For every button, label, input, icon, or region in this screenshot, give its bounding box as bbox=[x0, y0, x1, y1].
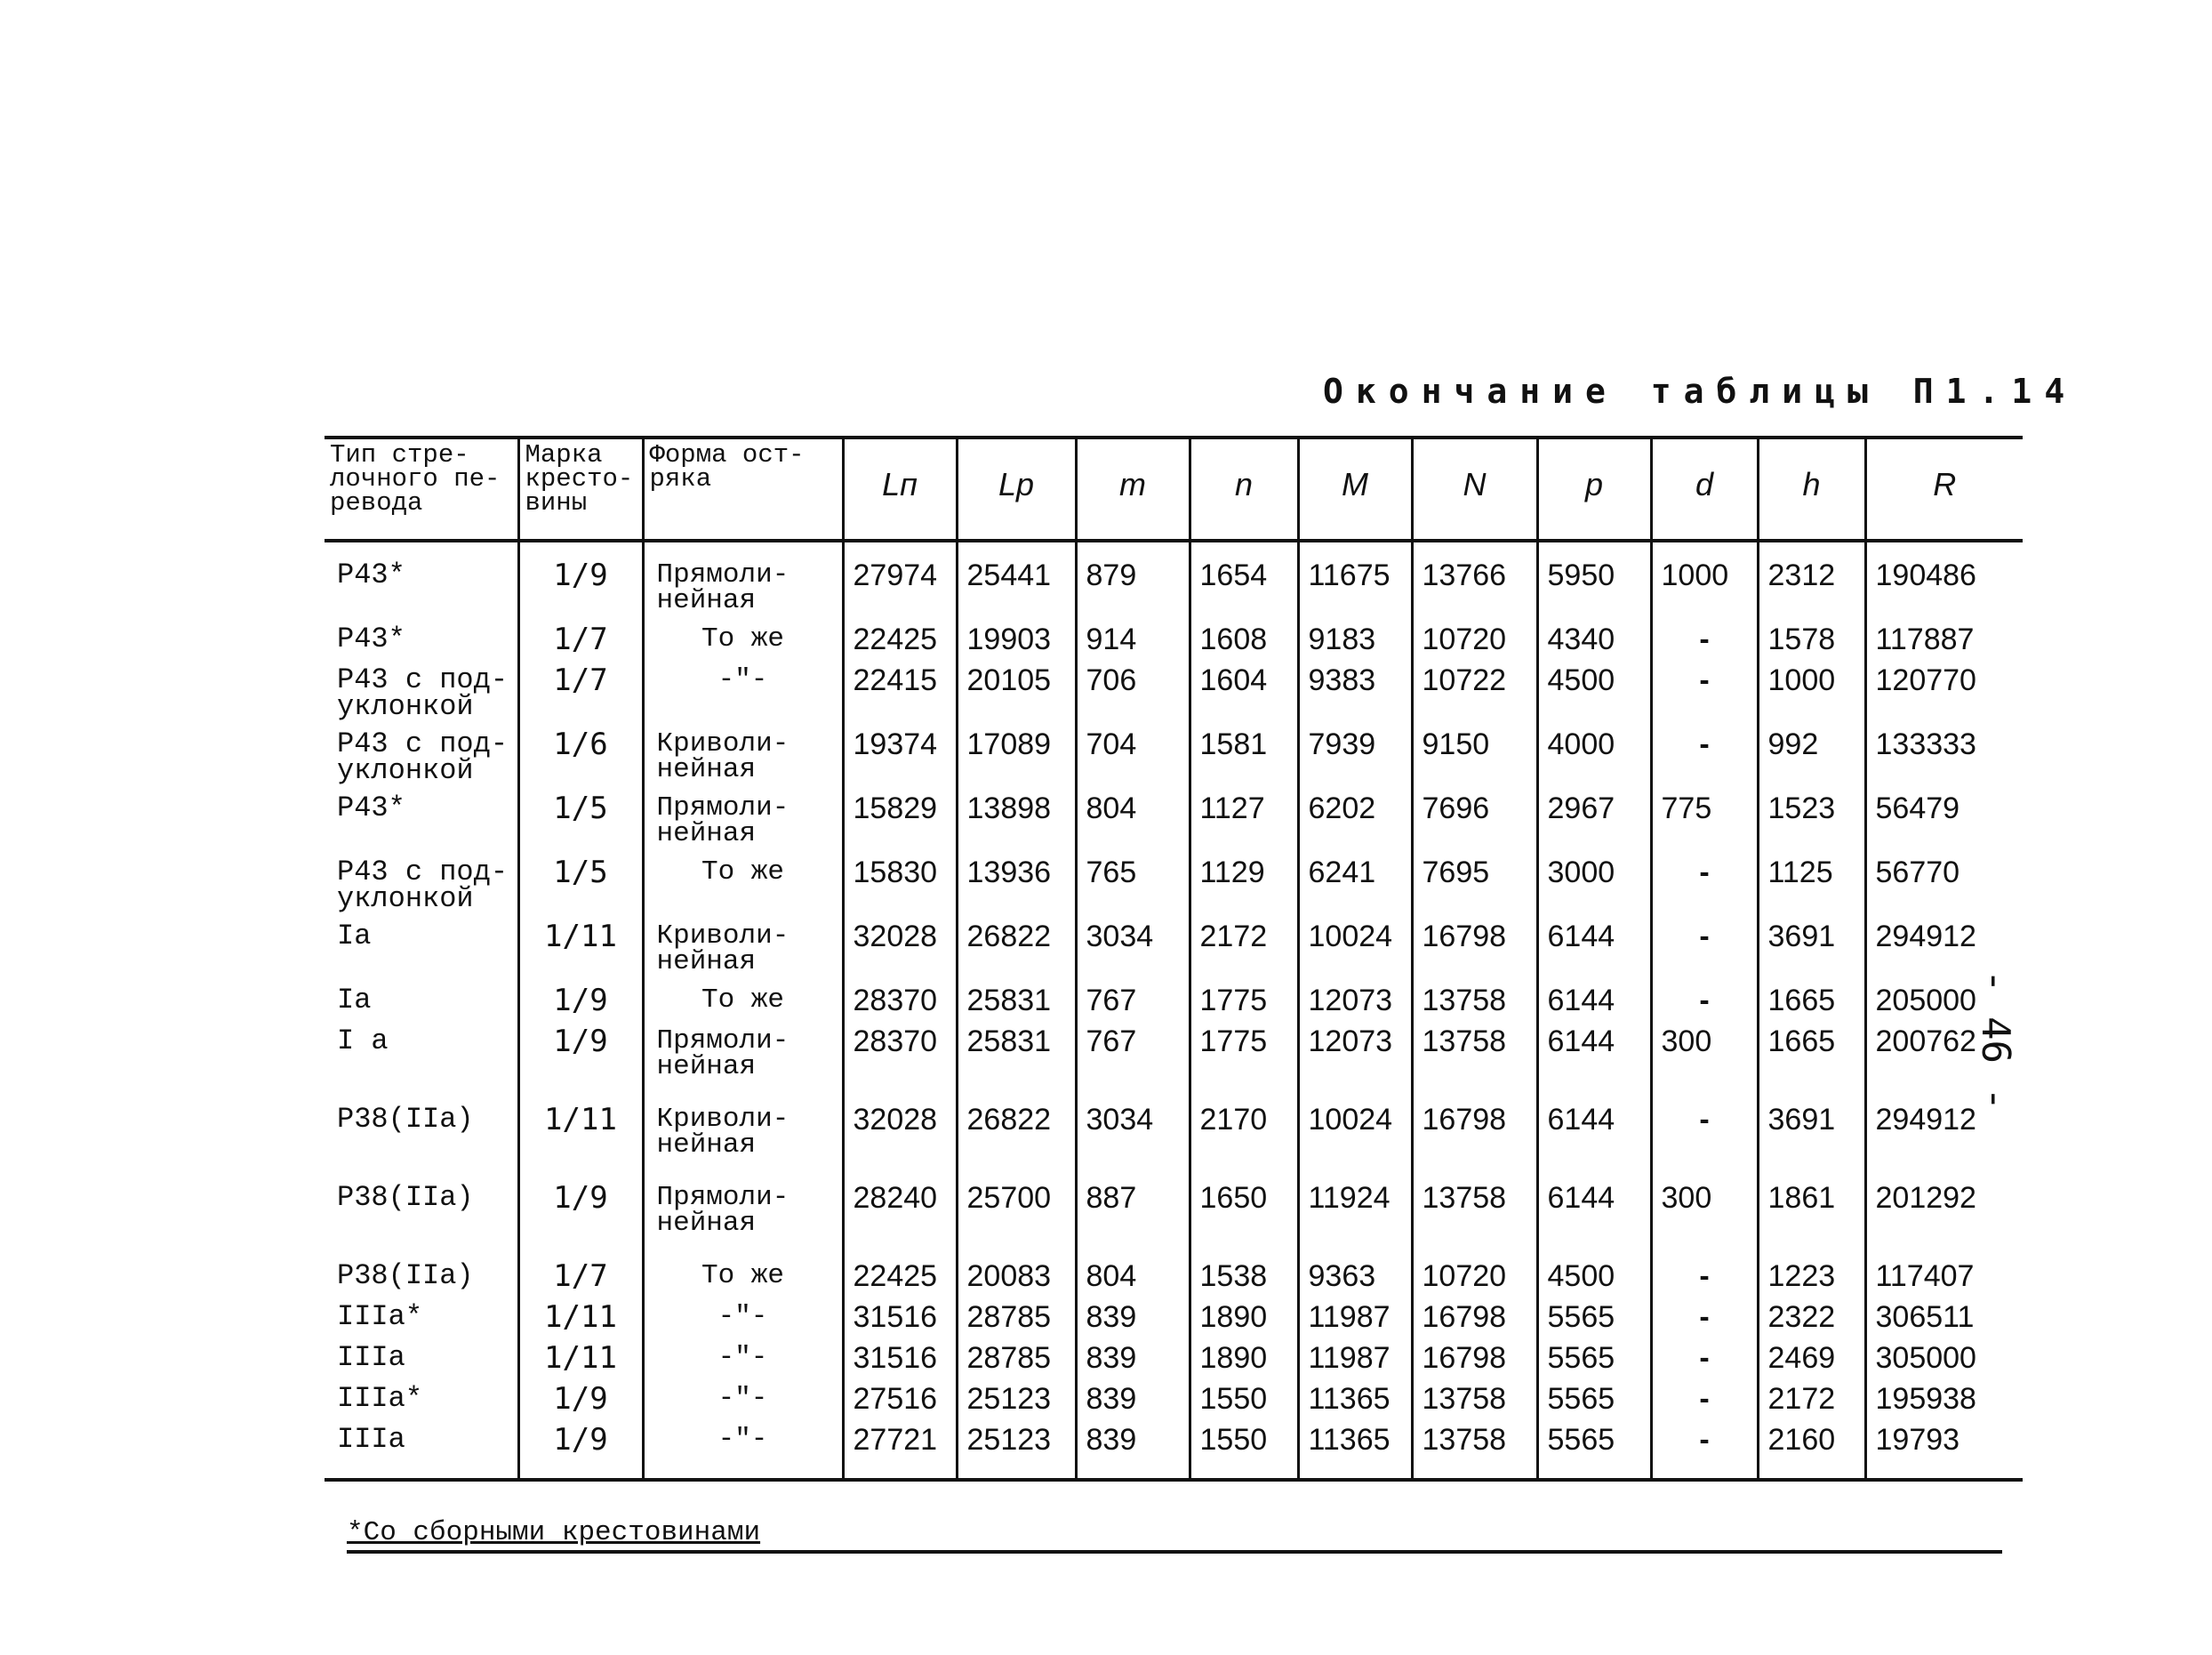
cell-n: 1775 bbox=[1190, 1028, 1298, 1106]
cell-h: 1861 bbox=[1758, 1185, 1865, 1263]
header-row bbox=[325, 438, 2023, 541]
cell-h: 2469 bbox=[1758, 1345, 1865, 1386]
cell-n: 1581 bbox=[1190, 731, 1298, 795]
cell-n: 2172 bbox=[1190, 923, 1298, 987]
cell-m: 839 bbox=[1076, 1426, 1190, 1480]
cell-n: 1550 bbox=[1190, 1426, 1298, 1480]
cell-type: IIIа* bbox=[337, 1300, 423, 1333]
cell-lp: 19903 bbox=[957, 626, 1076, 667]
cell-mark: 1/11 bbox=[518, 923, 643, 987]
header-mark bbox=[518, 438, 643, 541]
cell-p: 5565 bbox=[1537, 1345, 1651, 1386]
cell-p: 5565 bbox=[1537, 1304, 1651, 1345]
cell-r: 56479 bbox=[1865, 795, 2023, 859]
cell-m: 12073 bbox=[1298, 987, 1412, 1028]
cell-r: 117887 bbox=[1865, 626, 2023, 667]
cell-d: 300 bbox=[1651, 1028, 1758, 1106]
cell-ln: 15829 bbox=[843, 795, 957, 859]
cell-ln: 22425 bbox=[843, 626, 957, 667]
cell-h: 1223 bbox=[1758, 1263, 1865, 1304]
cell-type: I а bbox=[337, 1024, 389, 1057]
cell-m: 11987 bbox=[1298, 1304, 1412, 1345]
cell-r: 133333 bbox=[1865, 731, 2023, 795]
table-row bbox=[325, 626, 2023, 667]
cell-form: Криволи- нейная bbox=[643, 731, 843, 795]
cell-n: 1538 bbox=[1190, 1263, 1298, 1304]
table-continuation-title: Окончание таблицы П1.14 bbox=[1323, 372, 2078, 411]
cell-m: 767 bbox=[1076, 987, 1190, 1028]
table-row bbox=[325, 1386, 2023, 1426]
cell-m: 10024 bbox=[1298, 923, 1412, 987]
cell-d: - bbox=[1651, 923, 1758, 987]
cell-lp: 25123 bbox=[957, 1426, 1076, 1480]
cell-m: 887 bbox=[1076, 1185, 1190, 1263]
header-form bbox=[643, 438, 843, 541]
header-label: N bbox=[1463, 466, 1487, 502]
table-row bbox=[325, 1263, 2023, 1304]
table-row bbox=[325, 1028, 2023, 1106]
cell-type: Р38(IIа) bbox=[337, 1181, 474, 1214]
cell-h: 2312 bbox=[1758, 541, 1865, 626]
cell-h: 1000 bbox=[1758, 667, 1865, 731]
cell-n: 1608 bbox=[1190, 626, 1298, 667]
cell-m: 804 bbox=[1076, 795, 1190, 859]
header-label: R bbox=[1933, 466, 1957, 502]
cell-lp: 28785 bbox=[957, 1304, 1076, 1345]
cell-m: 12073 bbox=[1298, 1028, 1412, 1106]
cell-r: 195938 bbox=[1865, 1386, 2023, 1426]
header-label: h bbox=[1802, 466, 1821, 502]
cell-d: - bbox=[1651, 1345, 1758, 1386]
cell-m: 839 bbox=[1076, 1386, 1190, 1426]
cell-mark: 1/11 bbox=[518, 1304, 643, 1345]
cell-h: 1578 bbox=[1758, 626, 1865, 667]
cell-lp: 25441 bbox=[957, 541, 1076, 626]
cell-n: 1129 bbox=[1190, 859, 1298, 923]
header-label: Форма ост- ряка bbox=[649, 440, 805, 494]
cell-mark: 1/9 bbox=[518, 541, 643, 626]
cell-form: -"- bbox=[643, 1426, 843, 1480]
cell-p: 6144 bbox=[1537, 1028, 1651, 1106]
cell-r: 200762 bbox=[1865, 1028, 2023, 1106]
cell-d: - bbox=[1651, 667, 1758, 731]
header-label: Lп bbox=[882, 466, 918, 502]
header-lp bbox=[957, 438, 1076, 541]
cell-mark: 1/6 bbox=[518, 731, 643, 795]
header-ln bbox=[843, 438, 957, 541]
header-n bbox=[1190, 438, 1298, 541]
cell-h: 1665 bbox=[1758, 987, 1865, 1028]
table-row bbox=[325, 923, 2023, 987]
cell-m: 839 bbox=[1076, 1304, 1190, 1345]
cell-type: Iа bbox=[337, 984, 372, 1016]
cell-form: -"- bbox=[643, 1386, 843, 1426]
cell-m: 914 bbox=[1076, 626, 1190, 667]
cell-n: 13758 bbox=[1412, 1426, 1537, 1480]
header-label: Lр bbox=[998, 466, 1035, 502]
cell-n: 1604 bbox=[1190, 667, 1298, 731]
cell-n: 10720 bbox=[1412, 1263, 1537, 1304]
cell-n: 13758 bbox=[1412, 1386, 1537, 1426]
cell-n: 16798 bbox=[1412, 1345, 1537, 1386]
cell-n: 1127 bbox=[1190, 795, 1298, 859]
cell-p: 6144 bbox=[1537, 987, 1651, 1028]
cell-r: 120770 bbox=[1865, 667, 2023, 731]
cell-mark: 1/11 bbox=[518, 1106, 643, 1185]
cell-r: 294912 bbox=[1865, 1106, 2023, 1185]
cell-ln: 32028 bbox=[843, 923, 957, 987]
cell-d: 775 bbox=[1651, 795, 1758, 859]
cell-ln: 31516 bbox=[843, 1304, 957, 1345]
cell-ln: 28370 bbox=[843, 987, 957, 1028]
cell-m: 6202 bbox=[1298, 795, 1412, 859]
cell-n: 10722 bbox=[1412, 667, 1537, 731]
cell-type: IIIа bbox=[337, 1423, 405, 1456]
cell-type: Iа bbox=[337, 920, 372, 952]
cell-m: 11365 bbox=[1298, 1426, 1412, 1480]
cell-m: 765 bbox=[1076, 859, 1190, 923]
cell-d: - bbox=[1651, 1106, 1758, 1185]
cell-type: Р43 с под- уклонкой bbox=[337, 727, 509, 787]
cell-p: 5565 bbox=[1537, 1426, 1651, 1480]
header-label: n bbox=[1234, 466, 1254, 502]
cell-r: 306511 bbox=[1865, 1304, 2023, 1345]
cell-n: 9150 bbox=[1412, 731, 1537, 795]
page-number: - 46 - bbox=[1973, 969, 2018, 1111]
cell-r: 19793 bbox=[1865, 1426, 2023, 1480]
cell-n: 10720 bbox=[1412, 626, 1537, 667]
cell-d: - bbox=[1651, 626, 1758, 667]
cell-ln: 28240 bbox=[843, 1185, 957, 1263]
cell-lp: 17089 bbox=[957, 731, 1076, 795]
cell-lp: 28785 bbox=[957, 1345, 1076, 1386]
cell-p: 4000 bbox=[1537, 731, 1651, 795]
cell-form: То же bbox=[643, 859, 843, 923]
cell-mark: 1/7 bbox=[518, 667, 643, 731]
footnote-text: *Со сборными крестовинами bbox=[347, 1517, 761, 1548]
cell-r: 305000 bbox=[1865, 1345, 2023, 1386]
cell-h: 1523 bbox=[1758, 795, 1865, 859]
cell-m: 11365 bbox=[1298, 1386, 1412, 1426]
cell-n: 1890 bbox=[1190, 1345, 1298, 1386]
cell-m: 11924 bbox=[1298, 1185, 1412, 1263]
table-row bbox=[325, 1185, 2023, 1263]
cell-form: -"- bbox=[643, 1304, 843, 1345]
cell-m: 879 bbox=[1076, 541, 1190, 626]
cell-lp: 13898 bbox=[957, 795, 1076, 859]
cell-n: 16798 bbox=[1412, 1106, 1537, 1185]
cell-form: -"- bbox=[643, 1345, 843, 1386]
cell-mark: 1/9 bbox=[518, 987, 643, 1028]
cell-m: 10024 bbox=[1298, 1106, 1412, 1185]
cell-n: 13758 bbox=[1412, 987, 1537, 1028]
cell-p: 4500 bbox=[1537, 667, 1651, 731]
cell-p: 4340 bbox=[1537, 626, 1651, 667]
cell-d: - bbox=[1651, 987, 1758, 1028]
cell-n: 1775 bbox=[1190, 987, 1298, 1028]
cell-d: - bbox=[1651, 1263, 1758, 1304]
cell-r: 56770 bbox=[1865, 859, 2023, 923]
cell-n: 7696 bbox=[1412, 795, 1537, 859]
cell-type: Р38(IIа) bbox=[337, 1103, 474, 1136]
cell-p: 5565 bbox=[1537, 1386, 1651, 1426]
table-row bbox=[325, 795, 2023, 859]
header-m bbox=[1298, 438, 1412, 541]
cell-r: 117407 bbox=[1865, 1263, 2023, 1304]
cell-mark: 1/9 bbox=[518, 1028, 643, 1106]
cell-d: - bbox=[1651, 859, 1758, 923]
cell-r: 190486 bbox=[1865, 541, 2023, 626]
cell-form: То же bbox=[643, 1263, 843, 1304]
cell-mark: 1/9 bbox=[518, 1185, 643, 1263]
cell-form: Криволи- нейная bbox=[643, 1106, 843, 1185]
header-r bbox=[1865, 438, 2023, 541]
cell-type: Р43* bbox=[337, 791, 405, 824]
cell-lp: 25123 bbox=[957, 1386, 1076, 1426]
cell-type: Р38(IIа) bbox=[337, 1259, 474, 1292]
cell-m: 7939 bbox=[1298, 731, 1412, 795]
cell-mark: 1/7 bbox=[518, 1263, 643, 1304]
cell-m: 804 bbox=[1076, 1263, 1190, 1304]
header-h bbox=[1758, 438, 1865, 541]
cell-n: 7695 bbox=[1412, 859, 1537, 923]
cell-r: 201292 bbox=[1865, 1185, 2023, 1263]
cell-n: 1890 bbox=[1190, 1304, 1298, 1345]
cell-ln: 22415 bbox=[843, 667, 957, 731]
cell-mark: 1/9 bbox=[518, 1426, 643, 1480]
cell-h: 3691 bbox=[1758, 923, 1865, 987]
cell-form: Криволи- нейная bbox=[643, 923, 843, 987]
cell-type: Р43* bbox=[337, 623, 405, 655]
cell-m: 9183 bbox=[1298, 626, 1412, 667]
cell-p: 2967 bbox=[1537, 795, 1651, 859]
cell-mark: 1/9 bbox=[518, 1386, 643, 1426]
cell-ln: 19374 bbox=[843, 731, 957, 795]
cell-lp: 25831 bbox=[957, 1028, 1076, 1106]
cell-n: 13758 bbox=[1412, 1185, 1537, 1263]
table-row bbox=[325, 1426, 2023, 1480]
cell-h: 992 bbox=[1758, 731, 1865, 795]
cell-p: 6144 bbox=[1537, 1106, 1651, 1185]
cell-p: 3000 bbox=[1537, 859, 1651, 923]
cell-lp: 25700 bbox=[957, 1185, 1076, 1263]
cell-lp: 25831 bbox=[957, 987, 1076, 1028]
cell-form: То же bbox=[643, 626, 843, 667]
cell-form: Прямоли- нейная bbox=[643, 795, 843, 859]
cell-mark: 1/7 bbox=[518, 626, 643, 667]
cell-m: 11987 bbox=[1298, 1345, 1412, 1386]
table-row bbox=[325, 667, 2023, 731]
table-row bbox=[325, 541, 2023, 626]
cell-n: 13766 bbox=[1412, 541, 1537, 626]
cell-ln: 28370 bbox=[843, 1028, 957, 1106]
header-label: p bbox=[1584, 466, 1604, 502]
cell-n: 1654 bbox=[1190, 541, 1298, 626]
cell-m: 767 bbox=[1076, 1028, 1190, 1106]
table-row bbox=[325, 731, 2023, 795]
cell-ln: 15830 bbox=[843, 859, 957, 923]
cell-mark: 1/5 bbox=[518, 859, 643, 923]
cell-r: 205000 bbox=[1865, 987, 2023, 1028]
table-row bbox=[325, 859, 2023, 923]
cell-m: 839 bbox=[1076, 1345, 1190, 1386]
cell-d: 1000 bbox=[1651, 541, 1758, 626]
cell-form: Прямоли- нейная bbox=[643, 1028, 843, 1106]
cell-m: 3034 bbox=[1076, 1106, 1190, 1185]
table-row bbox=[325, 1304, 2023, 1345]
data-table bbox=[325, 436, 2023, 1482]
header-d bbox=[1651, 438, 1758, 541]
cell-type: IIIа bbox=[337, 1341, 405, 1374]
cell-m: 3034 bbox=[1076, 923, 1190, 987]
cell-mark: 1/11 bbox=[518, 1345, 643, 1386]
cell-n: 13758 bbox=[1412, 1028, 1537, 1106]
header-label: Марка кресто- вины bbox=[525, 440, 634, 518]
cell-n: 16798 bbox=[1412, 1304, 1537, 1345]
cell-m: 9363 bbox=[1298, 1263, 1412, 1304]
cell-p: 5950 bbox=[1537, 541, 1651, 626]
cell-d: - bbox=[1651, 1426, 1758, 1480]
cell-r: 294912 bbox=[1865, 923, 2023, 987]
cell-ln: 32028 bbox=[843, 1106, 957, 1185]
table-body bbox=[325, 541, 2023, 1480]
cell-n: 16798 bbox=[1412, 923, 1537, 987]
table-row bbox=[325, 987, 2023, 1028]
cell-p: 6144 bbox=[1537, 923, 1651, 987]
cell-ln: 22425 bbox=[843, 1263, 957, 1304]
cell-h: 1665 bbox=[1758, 1028, 1865, 1106]
cell-d: 300 bbox=[1651, 1185, 1758, 1263]
cell-form: Прямоли- нейная bbox=[643, 541, 843, 626]
table-row bbox=[325, 1106, 2023, 1185]
cell-m: 704 bbox=[1076, 731, 1190, 795]
cell-lp: 26822 bbox=[957, 923, 1076, 987]
cell-ln: 27721 bbox=[843, 1426, 957, 1480]
header-m bbox=[1076, 438, 1190, 541]
footnote bbox=[347, 1517, 2002, 1554]
cell-d: - bbox=[1651, 1386, 1758, 1426]
cell-lp: 13936 bbox=[957, 859, 1076, 923]
cell-lp: 20083 bbox=[957, 1263, 1076, 1304]
cell-d: - bbox=[1651, 731, 1758, 795]
cell-type: Р43 с под- уклонкой bbox=[337, 856, 509, 915]
cell-mark: 1/5 bbox=[518, 795, 643, 859]
header-p bbox=[1537, 438, 1651, 541]
header-label: d bbox=[1695, 466, 1714, 502]
cell-m: 6241 bbox=[1298, 859, 1412, 923]
header-label: m bbox=[1119, 466, 1146, 502]
cell-p: 4500 bbox=[1537, 1263, 1651, 1304]
cell-n: 2170 bbox=[1190, 1106, 1298, 1185]
cell-ln: 31516 bbox=[843, 1345, 957, 1386]
cell-m: 706 bbox=[1076, 667, 1190, 731]
cell-form: То же bbox=[643, 987, 843, 1028]
cell-ln: 27516 bbox=[843, 1386, 957, 1426]
cell-m: 9383 bbox=[1298, 667, 1412, 731]
cell-type: Р43 с под- уклонкой bbox=[337, 663, 509, 723]
cell-p: 6144 bbox=[1537, 1185, 1651, 1263]
cell-ln: 27974 bbox=[843, 541, 957, 626]
cell-n: 1650 bbox=[1190, 1185, 1298, 1263]
header-type bbox=[325, 438, 518, 541]
cell-form: -"- bbox=[643, 667, 843, 731]
cell-lp: 26822 bbox=[957, 1106, 1076, 1185]
cell-m: 11675 bbox=[1298, 541, 1412, 626]
cell-h: 2322 bbox=[1758, 1304, 1865, 1345]
cell-h: 2172 bbox=[1758, 1386, 1865, 1426]
header-label: Тип стре- лочного пе- ревода bbox=[330, 440, 501, 518]
cell-n: 1550 bbox=[1190, 1386, 1298, 1426]
cell-h: 2160 bbox=[1758, 1426, 1865, 1480]
cell-h: 1125 bbox=[1758, 859, 1865, 923]
cell-d: - bbox=[1651, 1304, 1758, 1345]
header-label: M bbox=[1342, 466, 1368, 502]
cell-type: IIIа* bbox=[337, 1382, 423, 1415]
cell-type: Р43* bbox=[337, 558, 405, 591]
header-n bbox=[1412, 438, 1537, 541]
cell-lp: 20105 bbox=[957, 667, 1076, 731]
cell-form: Прямоли- нейная bbox=[643, 1185, 843, 1263]
cell-h: 3691 bbox=[1758, 1106, 1865, 1185]
table-row bbox=[325, 1345, 2023, 1386]
